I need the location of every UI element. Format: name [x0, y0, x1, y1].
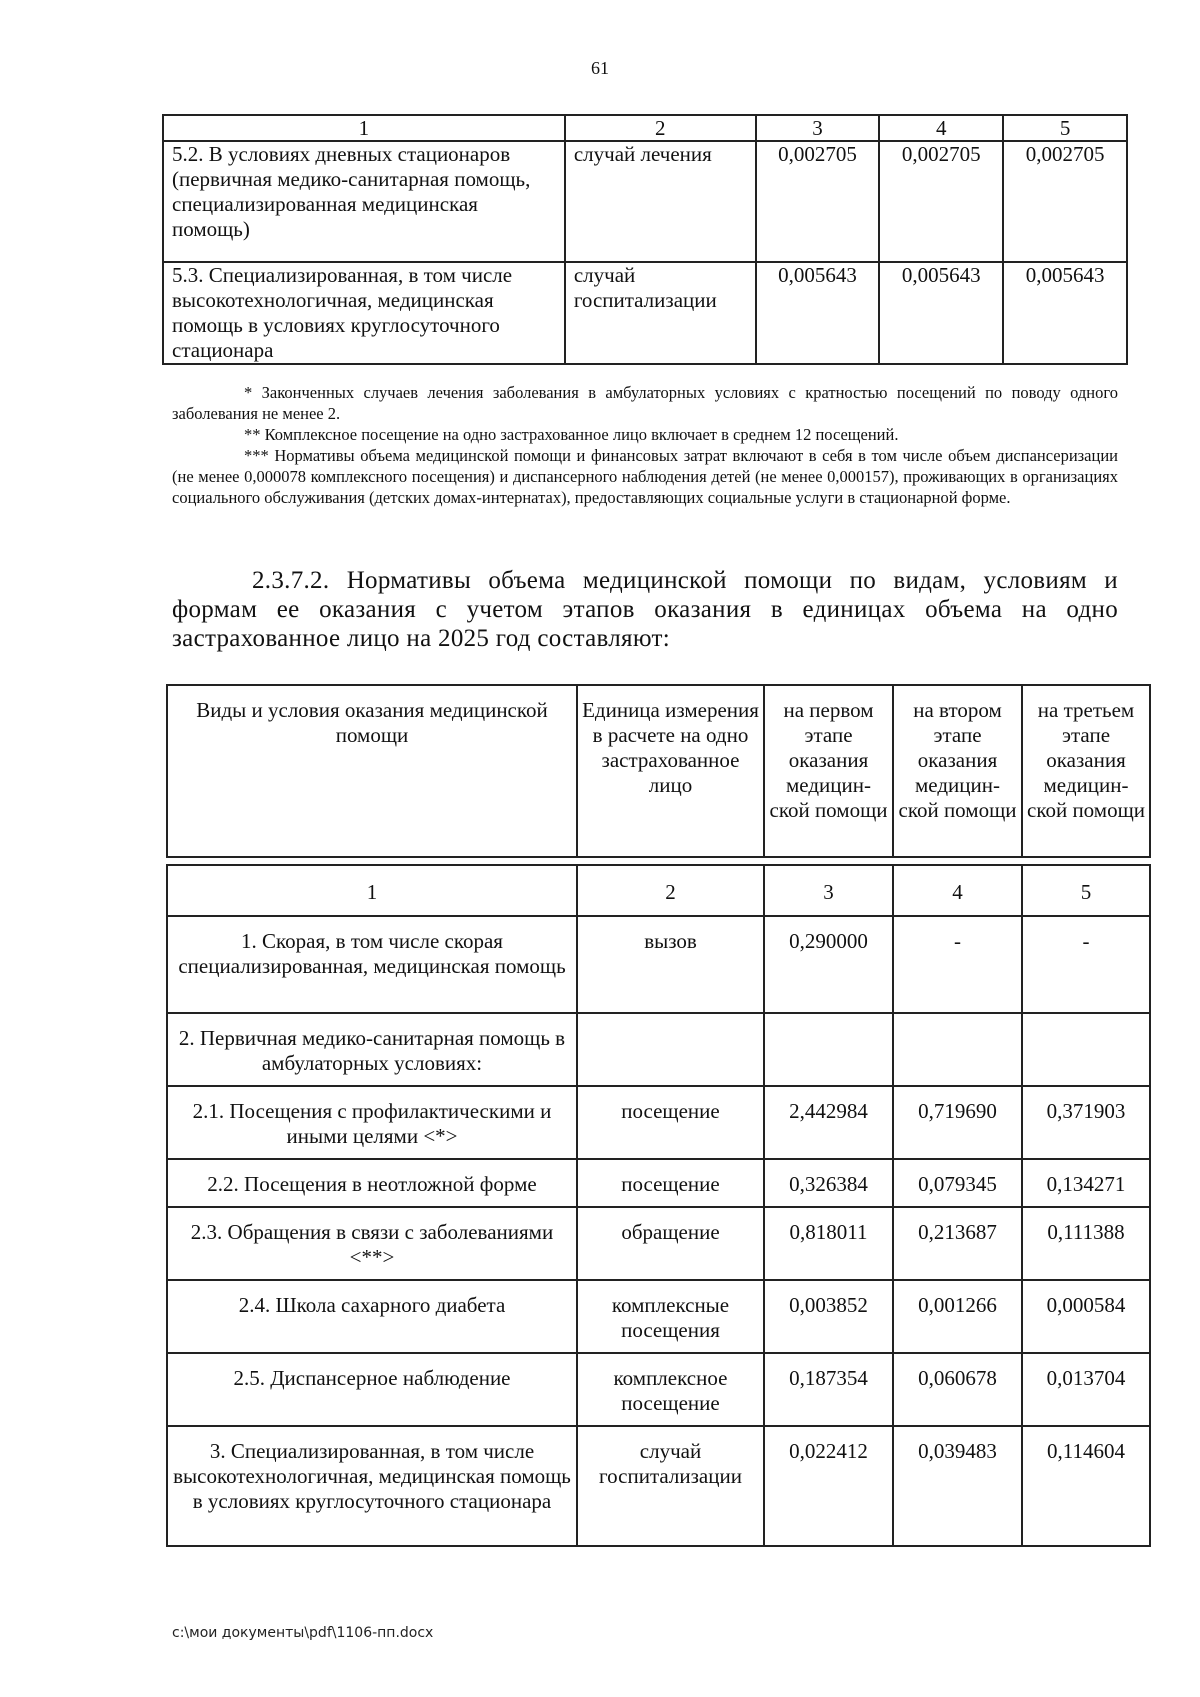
page-number: 61	[591, 58, 609, 78]
column-number: 3	[764, 865, 893, 916]
row-unit	[577, 1013, 764, 1086]
table2-gap	[167, 857, 1150, 865]
row-value	[1022, 1013, 1150, 1086]
table1-col-number: 1	[163, 115, 565, 141]
header-type: Виды и условия оказания медицинской помощи	[167, 685, 577, 857]
row-value: 0,039483	[893, 1426, 1022, 1546]
paragraph-text: 2.3.7.2. Нормативы объема медицинской помощи по видам, условиям и формам ее оказания с учетом этапов оказания в единицах объема на одно застрахованное лицо на 2025 год составляют:	[172, 567, 1118, 652]
file-path-footer: c:\мои документы\pdf\1106-пп.docx	[172, 1625, 434, 1641]
table-row	[167, 1207, 1150, 1280]
row-name: 5.2. В условиях дневных стационаров (первичная медико-санитарная помощь, специализированная медицинская помощь)	[163, 141, 565, 262]
column-number: 4	[893, 865, 1022, 916]
column-number: 1	[167, 865, 577, 916]
row-value: 0,114604	[1022, 1426, 1150, 1546]
row-unit: комплексные посещения	[577, 1280, 764, 1353]
table-row	[167, 1426, 1150, 1546]
table-row	[167, 1280, 1150, 1353]
footnote-1: * Законченных случаев лечения заболевания в амбулаторных условиях с кратностью посещений по поводу одного заболевания не менее 2.	[172, 383, 1118, 423]
row-name: 2.1. Посещения с профилактическими и иными целями <*>	[167, 1086, 577, 1159]
row-name: 5.3. Специализированная, в том числе высокотехнологичная, медицинская помощь в условиях круглосуточного стационара	[163, 262, 565, 364]
header-stage-3: на третьем этапе оказания медицин-ской помощи	[1022, 685, 1150, 857]
table1-col-number: 3	[756, 115, 880, 141]
row-value: -	[893, 916, 1022, 1013]
table1-col-number: 4	[879, 115, 1003, 141]
row-name: 3. Специализированная, в том числе высокотехнологичная, медицинская помощь в условиях круглосуточного стационара	[167, 1426, 577, 1546]
row-value: -	[1022, 916, 1150, 1013]
column-number: 2	[577, 865, 764, 916]
row-unit: вызов	[577, 916, 764, 1013]
row-name: 2.5. Диспансерное наблюдение	[167, 1353, 577, 1426]
row-value: 0,818011	[764, 1207, 893, 1280]
row-value: 0,003852	[764, 1280, 893, 1353]
table1-col-number: 2	[565, 115, 756, 141]
row-name: 2.2. Посещения в неотложной форме	[167, 1159, 577, 1207]
table2-header-row	[167, 685, 1150, 857]
row-unit: обращение	[577, 1207, 764, 1280]
row-value: 0,326384	[764, 1159, 893, 1207]
row-value: 0,002705	[1003, 141, 1127, 262]
continued-table	[162, 114, 1128, 365]
header-stage-2: на втором этапе оказания медицин-ской помощи	[893, 685, 1022, 857]
row-value	[764, 1013, 893, 1086]
table2-column-numbers	[167, 865, 1150, 916]
table-row	[167, 1086, 1150, 1159]
table-row	[163, 262, 1127, 364]
row-value: 2,442984	[764, 1086, 893, 1159]
table1-header-row	[163, 115, 1127, 141]
row-value: 0,134271	[1022, 1159, 1150, 1207]
row-unit: комплексное посещение	[577, 1353, 764, 1426]
row-value: 0,001266	[893, 1280, 1022, 1353]
row-value: 0,187354	[764, 1353, 893, 1426]
row-unit: случай госпитализации	[565, 262, 756, 364]
table1-col-number: 5	[1003, 115, 1127, 141]
row-value: 0,002705	[756, 141, 880, 262]
row-unit: посещение	[577, 1086, 764, 1159]
row-value: 0,013704	[1022, 1353, 1150, 1426]
table-row	[163, 141, 1127, 262]
header-stage-1: на первом этапе оказания медицин-ской помощи	[764, 685, 893, 857]
row-value: 0,002705	[879, 141, 1003, 262]
column-number: 5	[1022, 865, 1150, 916]
section-paragraph	[172, 566, 1118, 653]
row-value: 0,000584	[1022, 1280, 1150, 1353]
row-value: 0,079345	[893, 1159, 1022, 1207]
row-value	[893, 1013, 1022, 1086]
row-name: 2.4. Школа сахарного диабета	[167, 1280, 577, 1353]
table-row	[167, 916, 1150, 1013]
row-value: 0,111388	[1022, 1207, 1150, 1280]
volume-norms-table	[166, 684, 1151, 1547]
row-value: 0,719690	[893, 1086, 1022, 1159]
row-value: 0,022412	[764, 1426, 893, 1546]
footnote-2: ** Комплексное посещение на одно застрахованное лицо включает в среднем 12 посещений.	[244, 425, 899, 444]
row-value: 0,371903	[1022, 1086, 1150, 1159]
table-row	[167, 1159, 1150, 1207]
row-name: 2.3. Обращения в связи с заболеваниями <**>	[167, 1207, 577, 1280]
table-row	[167, 1353, 1150, 1426]
row-unit: случай лечения	[565, 141, 756, 262]
row-unit: посещение	[577, 1159, 764, 1207]
row-value: 0,060678	[893, 1353, 1022, 1426]
row-value: 0,213687	[893, 1207, 1022, 1280]
table-row	[167, 1013, 1150, 1086]
row-value: 0,005643	[1003, 262, 1127, 364]
row-value: 0,290000	[764, 916, 893, 1013]
footnotes	[172, 382, 1118, 508]
row-value: 0,005643	[756, 262, 880, 364]
row-name: 1. Скорая, в том числе скорая специализированная, медицинская помощь	[167, 916, 577, 1013]
header-unit: Единица измерения в расчете на одно застрахованное лицо	[577, 685, 764, 857]
row-value: 0,005643	[879, 262, 1003, 364]
row-unit: случай госпитализации	[577, 1426, 764, 1546]
row-name: 2. Первичная медико-санитарная помощь в амбулаторных условиях:	[167, 1013, 577, 1086]
footnote-3: *** Нормативы объема медицинской помощи и финансовых затрат включают в себя в том числе объем диспансеризации (не менее 0,000078 комплексного посещения) и диспансерного наблюдения детей (не менее 0,000157), проживающих в организациях социального обслуживания (детских домах-интернатах), предоставляющих социальные услуги в стационарной форме.	[172, 446, 1118, 507]
